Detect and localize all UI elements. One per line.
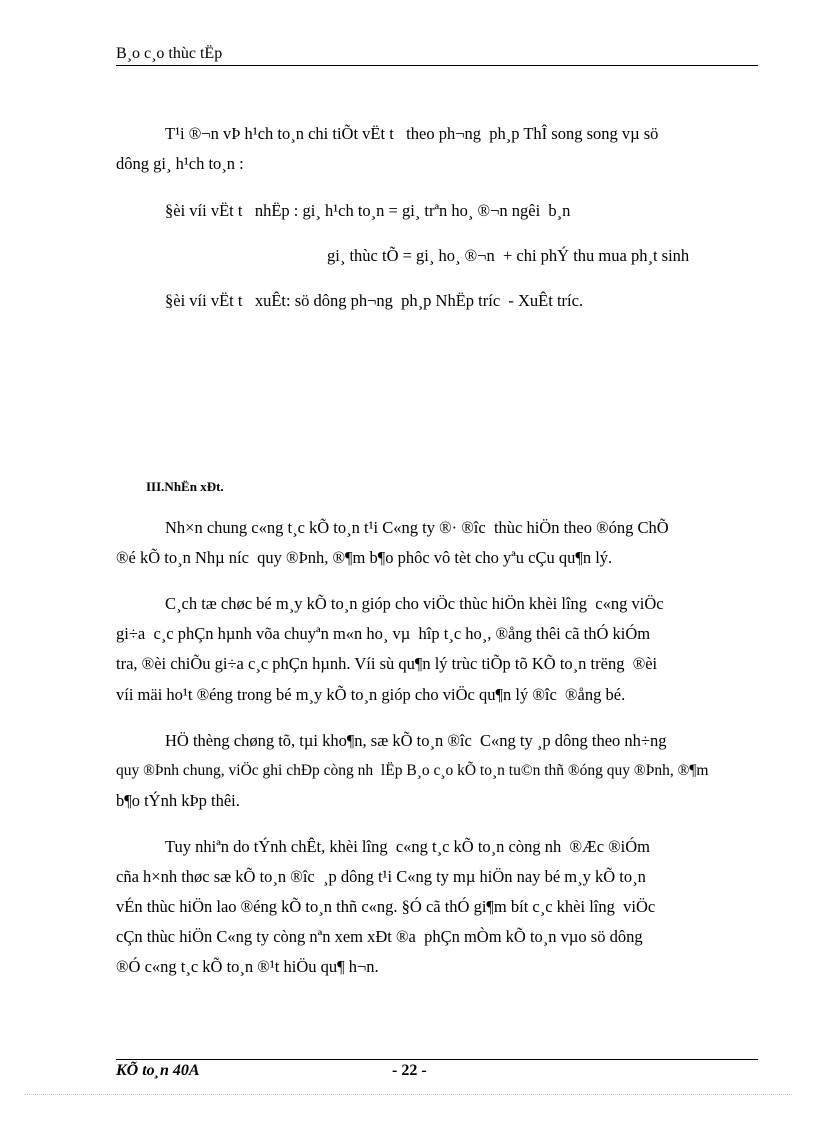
paragraph-line: ®Ó c«ng t¸c kÕ to¸n ®¹t hiÖu qu¶ h¬n. — [116, 957, 379, 976]
paragraph-line: tra, ®èi chiÕu gi÷a c¸c phÇn hµnh. Víi sù qu¶n lý trùc tiÕp tõ KÕ to¸n trëng ®èi — [116, 654, 658, 673]
paragraph-line: gi¸ thùc tÕ = gi¸ ho¸ ®¬n + chi phÝ thu mua ph¸t sinh — [327, 246, 690, 265]
paragraph-line: §èi víi vËt t xuÊt: sö dông ph¬ng ph¸p NhËp tríc - XuÊt tríc. — [165, 291, 584, 310]
paragraph-line: dông gi¸ h¹ch to¸n : — [116, 154, 244, 173]
footer-label: KÕ to¸n 40A — [116, 1062, 200, 1079]
paragraph-line: HÖ thèng chøng tõ, tµi kho¶n, sæ kÕ to¸n ®îc C«ng ty ¸p dông theo nh÷ng — [165, 731, 667, 750]
paragraph-line: gi÷a c¸c phÇn hµnh võa chuyªn m«n ho¸ vµ hîp t¸c ho¸, ®ång thêi cã thÓ kiÓm — [116, 624, 651, 643]
page-number: - 22 - — [392, 1062, 427, 1079]
paragraph-line: Tuy nhiªn do tÝnh chÊt, khèi lîng c«ng t¸c kÕ to¸n còng nh ®Æc ®iÓm — [165, 837, 651, 856]
paragraph-line: §èi víi vËt t nhËp : gi¸ h¹ch to¸n = gi¸ trªn ho¸ ®¬n ngêi b¸n — [165, 201, 571, 220]
paragraph-line: T¹i ®¬n vÞ h¹ch to¸n chi tiÕt vËt t theo ph¬ng ph¸p ThÎ song song vµ sö — [165, 124, 659, 143]
page-break-divider — [24, 1094, 792, 1095]
paragraph-line: vÉn thùc hiÖn lao ®éng kÕ to¸n thñ c«ng. §Ó cã thÓ gi¶m bít c¸c khèi lîng viÖc — [116, 897, 656, 916]
paragraph-line: cña h×nh thøc sæ kÕ to¸n ®îc ¸p dông t¹i C«ng ty mµ hiÖn nay bé m¸y kÕ to¸n — [116, 867, 646, 886]
paragraph-line: b¶o tÝnh kÞp thêi. — [116, 791, 240, 810]
paragraph-line: cÇn thùc hiÖn C«ng ty còng nªn xem xÐt ®a phÇn mÒm kÕ to¸n vµo sö dông — [116, 927, 643, 946]
paragraph-line: quy ®Þnh chung, viÖc ghi chÐp còng nh lËp B¸o c¸o kÕ to¸n tu©n thñ ®óng quy ®Þnh, ®¶m — [116, 762, 709, 779]
paragraph-line: Nh×n chung c«ng t¸c kÕ to¸n t¹i C«ng ty ®· ®îc thùc hiÖn theo ®óng ChÕ — [165, 518, 669, 537]
paragraph-line: víi mäi ho¹t ®éng trong bé m¸y kÕ to¸n gióp cho viÖc qu¶n lý ®îc ®ång bé. — [116, 685, 626, 704]
section-heading: III.NhËn xÐt. — [146, 479, 224, 494]
paragraph-line: C¸ch tæ chøc bé m¸y kÕ to¸n gióp cho viÖc thùc hiÖn khèi lîng c«ng viÖc — [165, 594, 664, 613]
footer-rule — [116, 1059, 758, 1060]
paragraph-line: ®é kÕ to¸n Nhµ níc quy ®Þnh, ®¶m b¶o phôc vô tèt cho yªu cÇu qu¶n lý. — [116, 548, 613, 567]
page-header: B¸o c¸o thùc tËp — [116, 44, 758, 66]
